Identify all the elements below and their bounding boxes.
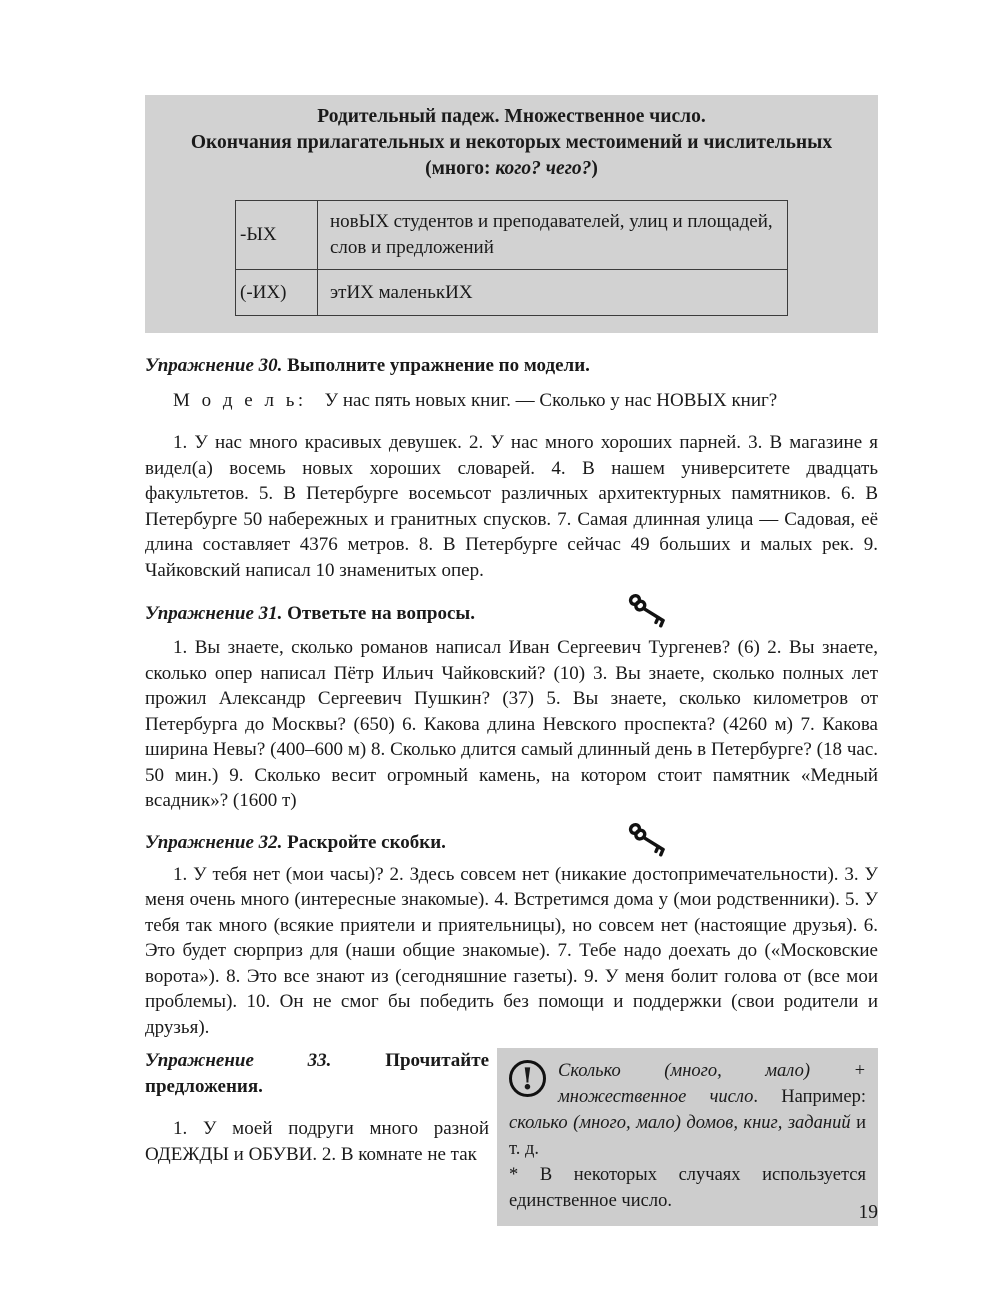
rule-title-line1: Родительный падеж. Множественное число. xyxy=(317,106,706,127)
exercise32-instruction: Раскройте скобки. xyxy=(287,831,446,853)
key-icon xyxy=(625,591,671,631)
rule-title-line3: (много: кого? чего?) xyxy=(425,158,598,179)
model-text: У нас пять новых книг. — Сколько у нас НОВЫХ книг? xyxy=(324,390,778,411)
key-icon xyxy=(625,820,671,860)
exercise33-section xyxy=(145,1048,878,1226)
exercise30-text: 1. У нас много красивых девушек. 2. У нас много хороших парней. 3. В магазине я видел(а) восемь новых хороших словарей. 4. В нашем университете двадцать факультетов. 5. В Петербурге восемьсот различных архитектурных памятников. 6. В Петербурге 50 набережных и гранитных спусков. 7. Самая длинная улица — Садовая, её длина составляет 4376 метров. 8. В Петербурге сейчас 49 больших и малых рек. 9. Чайковский написал 10 знаменитых опер. xyxy=(145,432,878,581)
model-label: М о д е л ь: xyxy=(173,390,307,411)
endings-table xyxy=(235,200,788,316)
rule-title-line2: Окончания прилагательных и некоторых местоимений и числительных xyxy=(190,132,833,153)
exercise31-heading xyxy=(145,601,878,627)
ending-cell: -ЫХ xyxy=(236,201,318,270)
note-footnote: * В некоторых случаях используется единственное число. xyxy=(509,1165,866,1211)
exercise31-text: 1. Вы знаете, сколько романов написал Иван Сергеевич Тургенев? (6) 2. Вы знаете, сколько опер написал Пётр Ильич Чайковский? (10) 3. Вы знаете, сколько полных лет прожил Александр Сергеевич Пушкин? (37) 5. Вы знаете, сколько километров от Петербурга до Москвы? (650) 6. Какова длина Невского проспекта? (4260 м) 7. Какова ширина Невы? (400–600 м) 8. Сколько длится самый длинный день в Петербурге? (18 час. 50 мин.) 9. Сколько весит огромный камень, на котором стоит памятник «Медный всадник»? (1600 т) xyxy=(145,637,878,811)
exercise31-instruction: Ответьте на вопросы. xyxy=(287,603,475,624)
exercise30-model xyxy=(145,388,878,414)
exercise33-label: Упражнение 33. xyxy=(145,1050,332,1071)
exercise33-column xyxy=(145,1048,489,1167)
exercise32-text: 1. У тебя нет (мои часы)? 2. Здесь совсем нет (никакие достопримечательности). 3. У меня очень много (интересные знакомые). 4. Встретимся дома у (мои родственники). 5. У тебя так много (всякие приятели и приятельницы), но совсем нет (настоящие друзья). 6. Это будет сюрприз для (наши общие знакомые). 7. Тебе надо доехать до («Московские ворота»). 8. Это все знают из (сегодняшние газеты). 9. У меня болит голова от (все мои проблемы). 10. Он не смог бы победить без помощи и поддержки (свои родители и друзья). xyxy=(145,863,878,1038)
note-example-plain: и т. д. xyxy=(509,1113,866,1159)
grammar-rule-box xyxy=(145,95,878,333)
note-example-italic: сколько (много, мало) домов, книг, заданий xyxy=(509,1113,851,1133)
page-number: 19 xyxy=(858,1202,878,1223)
exercise33-instruction: Прочитайте предложения. xyxy=(145,1050,489,1097)
example-cell: этИХ маленькИХ xyxy=(318,270,788,316)
exercise32-label: Упражнение 32. xyxy=(145,831,283,853)
note-rule-plain: . Например: xyxy=(753,1087,866,1107)
page-content xyxy=(145,0,878,1226)
exercise32-heading xyxy=(145,830,878,856)
note-rule-italic: Сколько (много, мало) + множественное число xyxy=(558,1061,866,1107)
exercise33-text: 1. У моей подруги много разной ОДЕЖДЫ и ОБУВИ. 2. В комнате не так xyxy=(145,1118,489,1165)
table-row xyxy=(236,201,788,270)
table-row xyxy=(236,270,788,316)
exercise31-label: Упражнение 31. xyxy=(145,603,283,624)
grammar-note-box xyxy=(497,1048,878,1226)
exercise30-label: Упражнение 30. xyxy=(145,355,283,376)
example-cell: новЫХ студентов и преподавателей, улиц и площадей, слов и предложений xyxy=(318,201,788,270)
exercise33-heading xyxy=(145,1048,489,1100)
exercise30-instruction: Выполните упражнение по модели. xyxy=(287,355,590,376)
exercise30-heading xyxy=(145,353,878,379)
ending-cell: (-ИХ) xyxy=(236,270,318,316)
exclamation-icon: ! xyxy=(509,1060,546,1097)
